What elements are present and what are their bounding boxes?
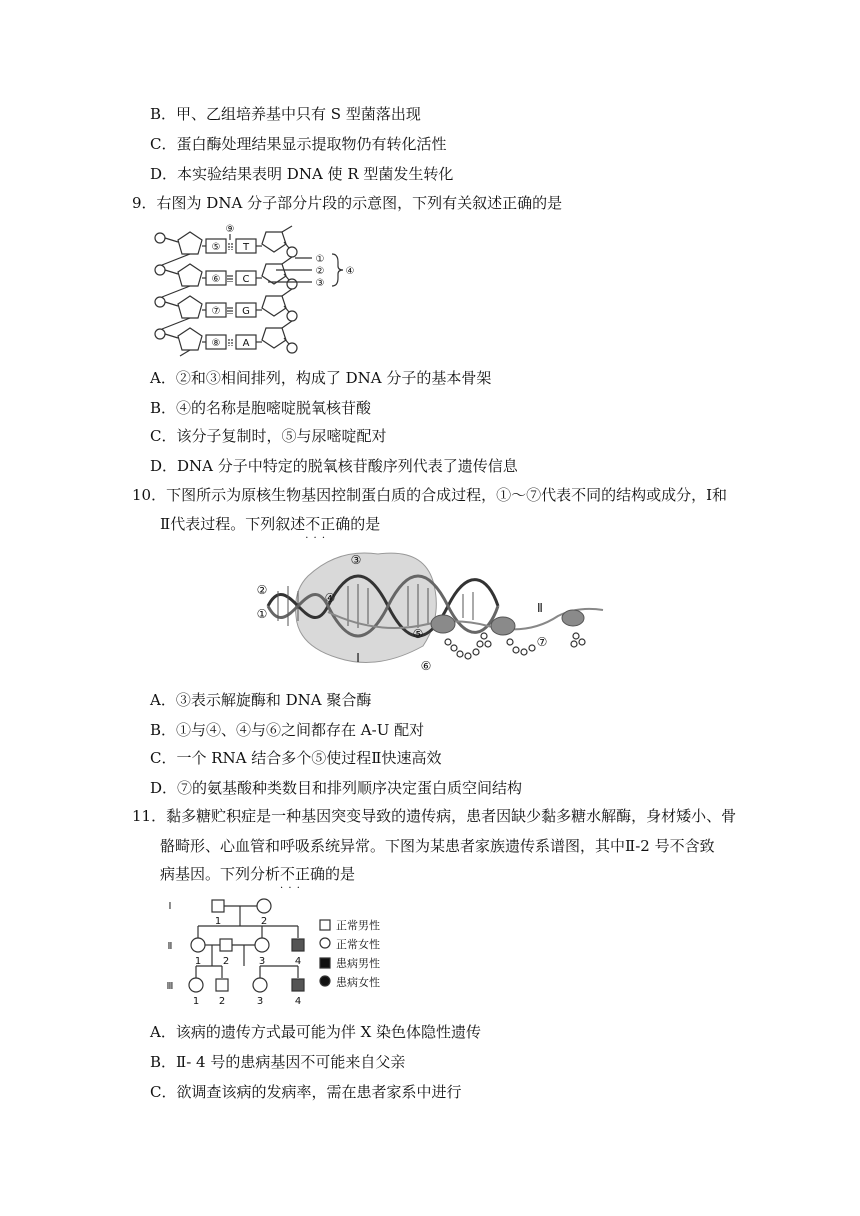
generation-iii: Ⅲ: [166, 981, 174, 992]
label-5: ⑤: [211, 242, 221, 253]
q8-option-c: C．蛋白酶处理结果显示提取物仍有转化活性: [150, 135, 447, 153]
base-t: T: [242, 242, 250, 253]
iii-1: 1: [192, 996, 200, 1007]
label-2: ②: [256, 583, 268, 597]
label-3: ③: [315, 278, 325, 289]
generation-i: Ⅰ: [168, 901, 172, 912]
ii-2: 2: [222, 956, 230, 967]
legend-normal-male: 正常男性: [336, 919, 380, 932]
label-1: ①: [256, 607, 268, 621]
iii-3: 3: [256, 996, 264, 1007]
q10-stem-line2: Ⅱ代表过程。下列叙述不正确 · · ·的是: [160, 514, 380, 534]
ii-1: 1: [194, 956, 202, 967]
q11-option-a: A．该病的遗传方式最可能为伴 X 染色体隐性遗传: [150, 1023, 482, 1041]
label-8: ⑧: [211, 338, 221, 349]
q9-option-b: B．④的名称是胞嘧啶脱氧核苷酸: [150, 399, 372, 417]
base-g: G: [242, 306, 250, 317]
q10-stem-line1: 10．下图所示为原核生物基因控制蛋白质的合成过程，①～⑦代表不同的结构或成分，Ⅰ和: [132, 486, 728, 504]
ii-4: 4: [294, 956, 302, 967]
process-ii: Ⅱ: [537, 601, 543, 615]
q10-option-d: D．⑦的氨基酸种类数目和排列顺序决定蛋白质空间结构: [150, 779, 523, 797]
i-2: 2: [260, 916, 268, 927]
q10-option-c: C．一个 RNA 结合多个⑤使过程Ⅱ快速高效: [150, 749, 442, 767]
label-6: ⑥: [211, 274, 221, 285]
q9-option-c: C．该分子复制时，⑤与尿嘧啶配对: [150, 427, 387, 445]
gene-expression-figure: [248, 546, 608, 680]
pedigree-chart: [160, 894, 400, 1022]
base-c: C: [242, 274, 250, 285]
q11-stem-line2: 骼畸形、心血管和呼吸系统异常。下图为某患者家族遗传系谱图，其中Ⅱ-2 号不含致: [160, 837, 715, 855]
label-3: ③: [350, 553, 362, 567]
q9-stem: 9．右图为 DNA 分子部分片段的示意图，下列有关叙述正确的是: [132, 194, 563, 212]
label-2: ②: [315, 266, 325, 277]
label-9: ⑨: [225, 224, 235, 235]
emphasis-not-correct: 不正确 · · ·: [280, 865, 325, 883]
q9-option-a: A．②和③相间排列，构成了 DNA 分子的基本骨架: [150, 369, 492, 387]
legend-normal-female: 正常女性: [336, 938, 380, 951]
q10-option-b: B．①与④、④与⑥之间都存在 A-U 配对: [150, 721, 425, 739]
label-4: ④: [345, 266, 355, 277]
label-5: ⑤: [412, 627, 424, 641]
q11-stem-line1: 11．黏多糖贮积症是一种基因突变导致的遗传病，患者因缺少黏多糖水解酶，身材矮小、骨: [132, 807, 737, 825]
dna-fragment-figure: [150, 222, 370, 362]
q11-stem-line3: 病基因。下列分析不正确 · · ·的是: [160, 864, 355, 884]
emphasis-not-correct: 不正确 · · ·: [305, 515, 350, 533]
label-1: ①: [315, 254, 325, 265]
label-6: ⑥: [420, 659, 432, 673]
base-a: A: [242, 338, 250, 349]
q9-option-d: D．DNA 分子中特定的脱氧核苷酸序列代表了遗传信息: [150, 457, 518, 475]
q8-option-d: D．本实验结果表明 DNA 使 R 型菌发生转化: [150, 165, 454, 183]
generation-ii: Ⅱ: [167, 941, 173, 952]
i-1: 1: [214, 916, 222, 927]
label-7: ⑦: [211, 306, 221, 317]
q11-option-b: B．Ⅱ- 4 号的患病基因不可能来自父亲: [150, 1053, 406, 1071]
legend-affected-female: 患病女性: [336, 976, 380, 989]
label-4: ④: [324, 591, 336, 605]
iii-4: 4: [294, 996, 302, 1007]
label-7: ⑦: [536, 635, 548, 649]
iii-2: 2: [218, 996, 226, 1007]
legend-affected-male: 患病男性: [336, 957, 380, 970]
process-i: Ⅰ: [356, 651, 360, 665]
q10-option-a: A．③表示解旋酶和 DNA 聚合酶: [150, 691, 372, 709]
q8-option-b: B．甲、乙组培养基中只有 S 型菌落出现: [150, 105, 421, 123]
ii-3: 3: [258, 956, 266, 967]
q11-option-c: C．欲调查该病的发病率，需在患者家系中进行: [150, 1083, 462, 1101]
